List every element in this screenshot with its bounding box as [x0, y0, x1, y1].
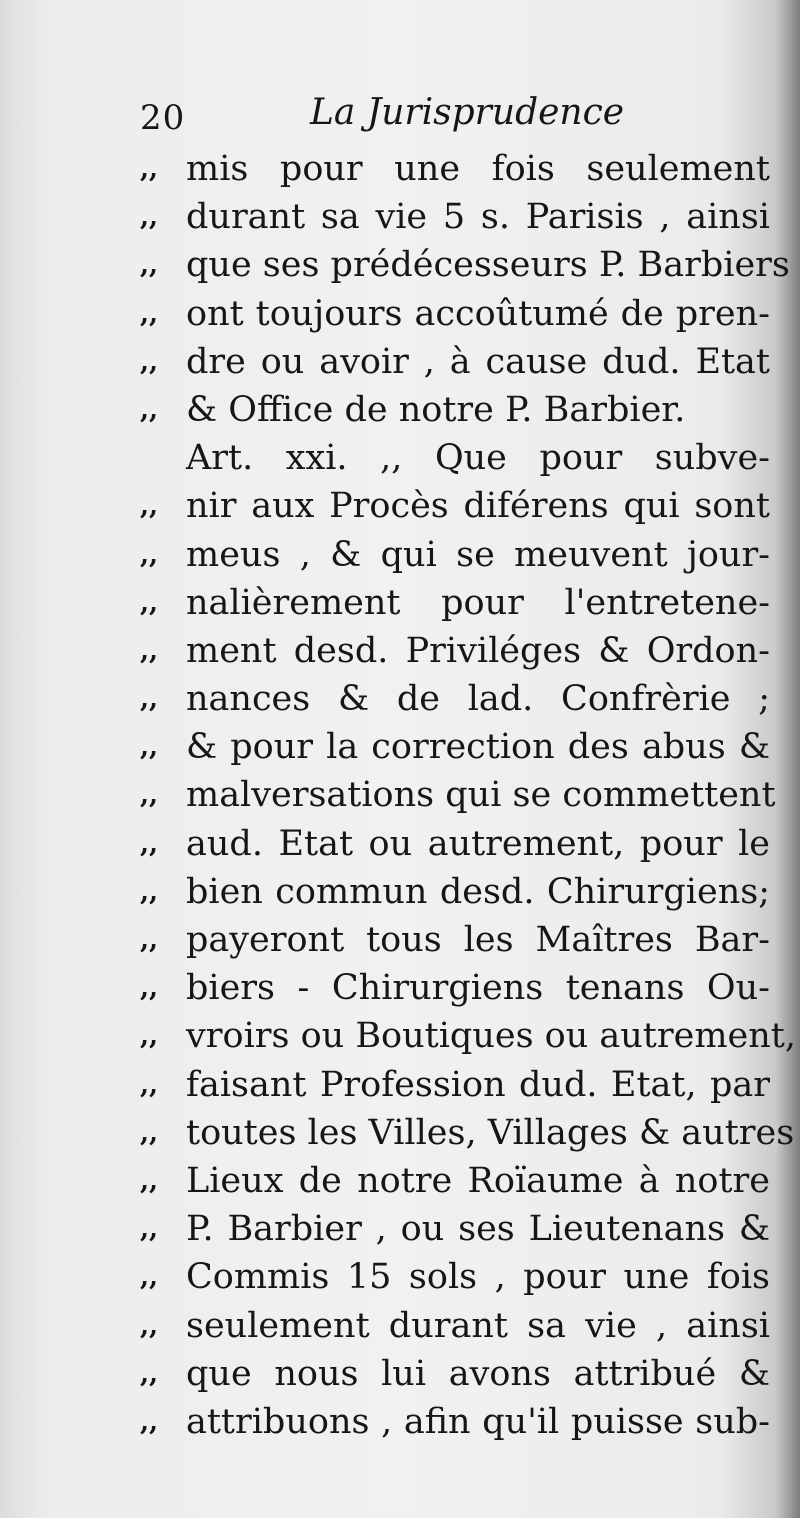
quote-mark: ,, — [140, 1310, 159, 1341]
line-text: faisant Profession dud. Etat, par — [186, 1064, 770, 1105]
text-line — [140, 675, 770, 723]
quote-mark: ,, — [140, 876, 159, 907]
quote-mark: ,, — [140, 1214, 159, 1245]
quote-mark: ,, — [140, 635, 159, 666]
text-line — [140, 193, 770, 241]
line-text: ont toujours accoûtumé de pren- — [186, 293, 770, 334]
line-text: bien commun desd. Chirurgiens; — [186, 871, 770, 912]
text-line — [140, 1398, 770, 1446]
quote-mark: ,, — [140, 346, 159, 377]
quote-mark: ,, — [140, 1117, 159, 1148]
quote-mark: ,, — [140, 1021, 159, 1052]
quote-mark: ,, — [140, 250, 159, 281]
quote-mark: ,, — [140, 1069, 159, 1100]
quote-mark: ,, — [140, 1406, 159, 1437]
page-number: 20 — [140, 98, 186, 138]
line-text: & pour la correction des abus & — [186, 727, 770, 768]
text-line — [140, 1157, 770, 1205]
line-text: toutes les Villes, Villages & autres — [186, 1112, 795, 1153]
line-text: malversations qui se commettent — [186, 775, 776, 816]
line-text: ment desd. Priviléges & Ordon- — [186, 630, 770, 671]
line-text: durant sa vie 5 s. Parisis , ainsi — [186, 197, 770, 238]
line-text: seulement durant sa vie , ainsi — [186, 1305, 770, 1346]
text-line — [140, 1350, 770, 1398]
quote-mark: ,, — [140, 732, 159, 763]
line-text: biers - Chirurgiens tenans Ou- — [186, 968, 770, 1009]
line-text: vroirs ou Boutiques ou autrement, — [186, 1016, 796, 1057]
text-line — [140, 1302, 770, 1350]
text-line — [140, 338, 770, 386]
quote-mark: ,, — [140, 154, 159, 184]
text-line — [140, 868, 770, 916]
line-text: Art. xxi. ,, Que pour subve- — [186, 438, 770, 479]
text-line — [140, 1012, 796, 1060]
line-text: payeront tous les Maîtres Bar- — [186, 920, 770, 960]
body-text — [140, 145, 796, 1446]
text-line — [140, 482, 770, 530]
text-line — [140, 145, 770, 193]
line-text: nances & de lad. Confrèrie ; — [186, 679, 770, 720]
text-line — [140, 1253, 770, 1301]
quote-mark: ,, — [140, 684, 159, 715]
line-text: aud. Etat ou autrement, pour le — [186, 823, 770, 864]
line-text: que ses prédécesseurs P. Barbiers — [186, 245, 790, 286]
line-text: nalièrement pour l'entretene- — [186, 582, 770, 623]
text-line — [140, 386, 770, 434]
line-text: dre ou avoir , à cause dud. Etat — [186, 341, 770, 382]
quote-mark: ,, — [140, 1262, 159, 1293]
quote-mark: ,, — [140, 1165, 159, 1196]
quote-mark: ,, — [140, 298, 159, 329]
text-line — [140, 531, 770, 579]
line-text: Commis 15 sols , pour une fois — [186, 1257, 770, 1298]
line-text: meus , & qui se meuvent jour- — [186, 534, 770, 575]
running-head: La Jurisprudence — [310, 92, 625, 133]
text-line — [140, 434, 770, 482]
line-text: Lieux de notre Roïaume à notre — [186, 1160, 770, 1201]
text-line — [140, 1061, 770, 1109]
quote-mark: ,, — [140, 539, 159, 570]
text-line — [140, 916, 770, 964]
text-line — [140, 627, 770, 675]
text-line — [140, 290, 770, 338]
text-line — [140, 964, 770, 1012]
quote-mark: ,, — [140, 1358, 159, 1389]
text-line — [140, 771, 776, 819]
page-header — [140, 92, 780, 142]
quote-mark: ,, — [140, 587, 159, 618]
line-text: P. Barbier , ou ses Lieutenans & — [186, 1209, 770, 1250]
quote-mark: ,, — [140, 828, 159, 859]
text-line — [140, 579, 770, 627]
text-line — [140, 241, 790, 289]
quote-mark: ,, — [140, 925, 159, 955]
text-line — [140, 820, 770, 868]
quote-mark: ,, — [140, 202, 159, 233]
quote-mark: ,, — [140, 973, 159, 1004]
line-text: & Office de notre P. Barbier. — [186, 389, 686, 430]
line-text: attribuons , afin qu'il puisse sub- — [186, 1401, 770, 1442]
text-line — [140, 1109, 795, 1157]
line-text: nir aux Procès diférens qui sont — [186, 486, 770, 527]
text-line — [140, 723, 770, 771]
quote-mark: ,, — [140, 780, 159, 811]
text-line — [140, 1205, 770, 1253]
line-text: mis pour une fois seulement — [186, 149, 770, 189]
quote-mark: ,, — [140, 394, 159, 425]
quote-mark: ,, — [140, 491, 159, 522]
line-text: que nous lui avons attribué & — [186, 1353, 770, 1394]
